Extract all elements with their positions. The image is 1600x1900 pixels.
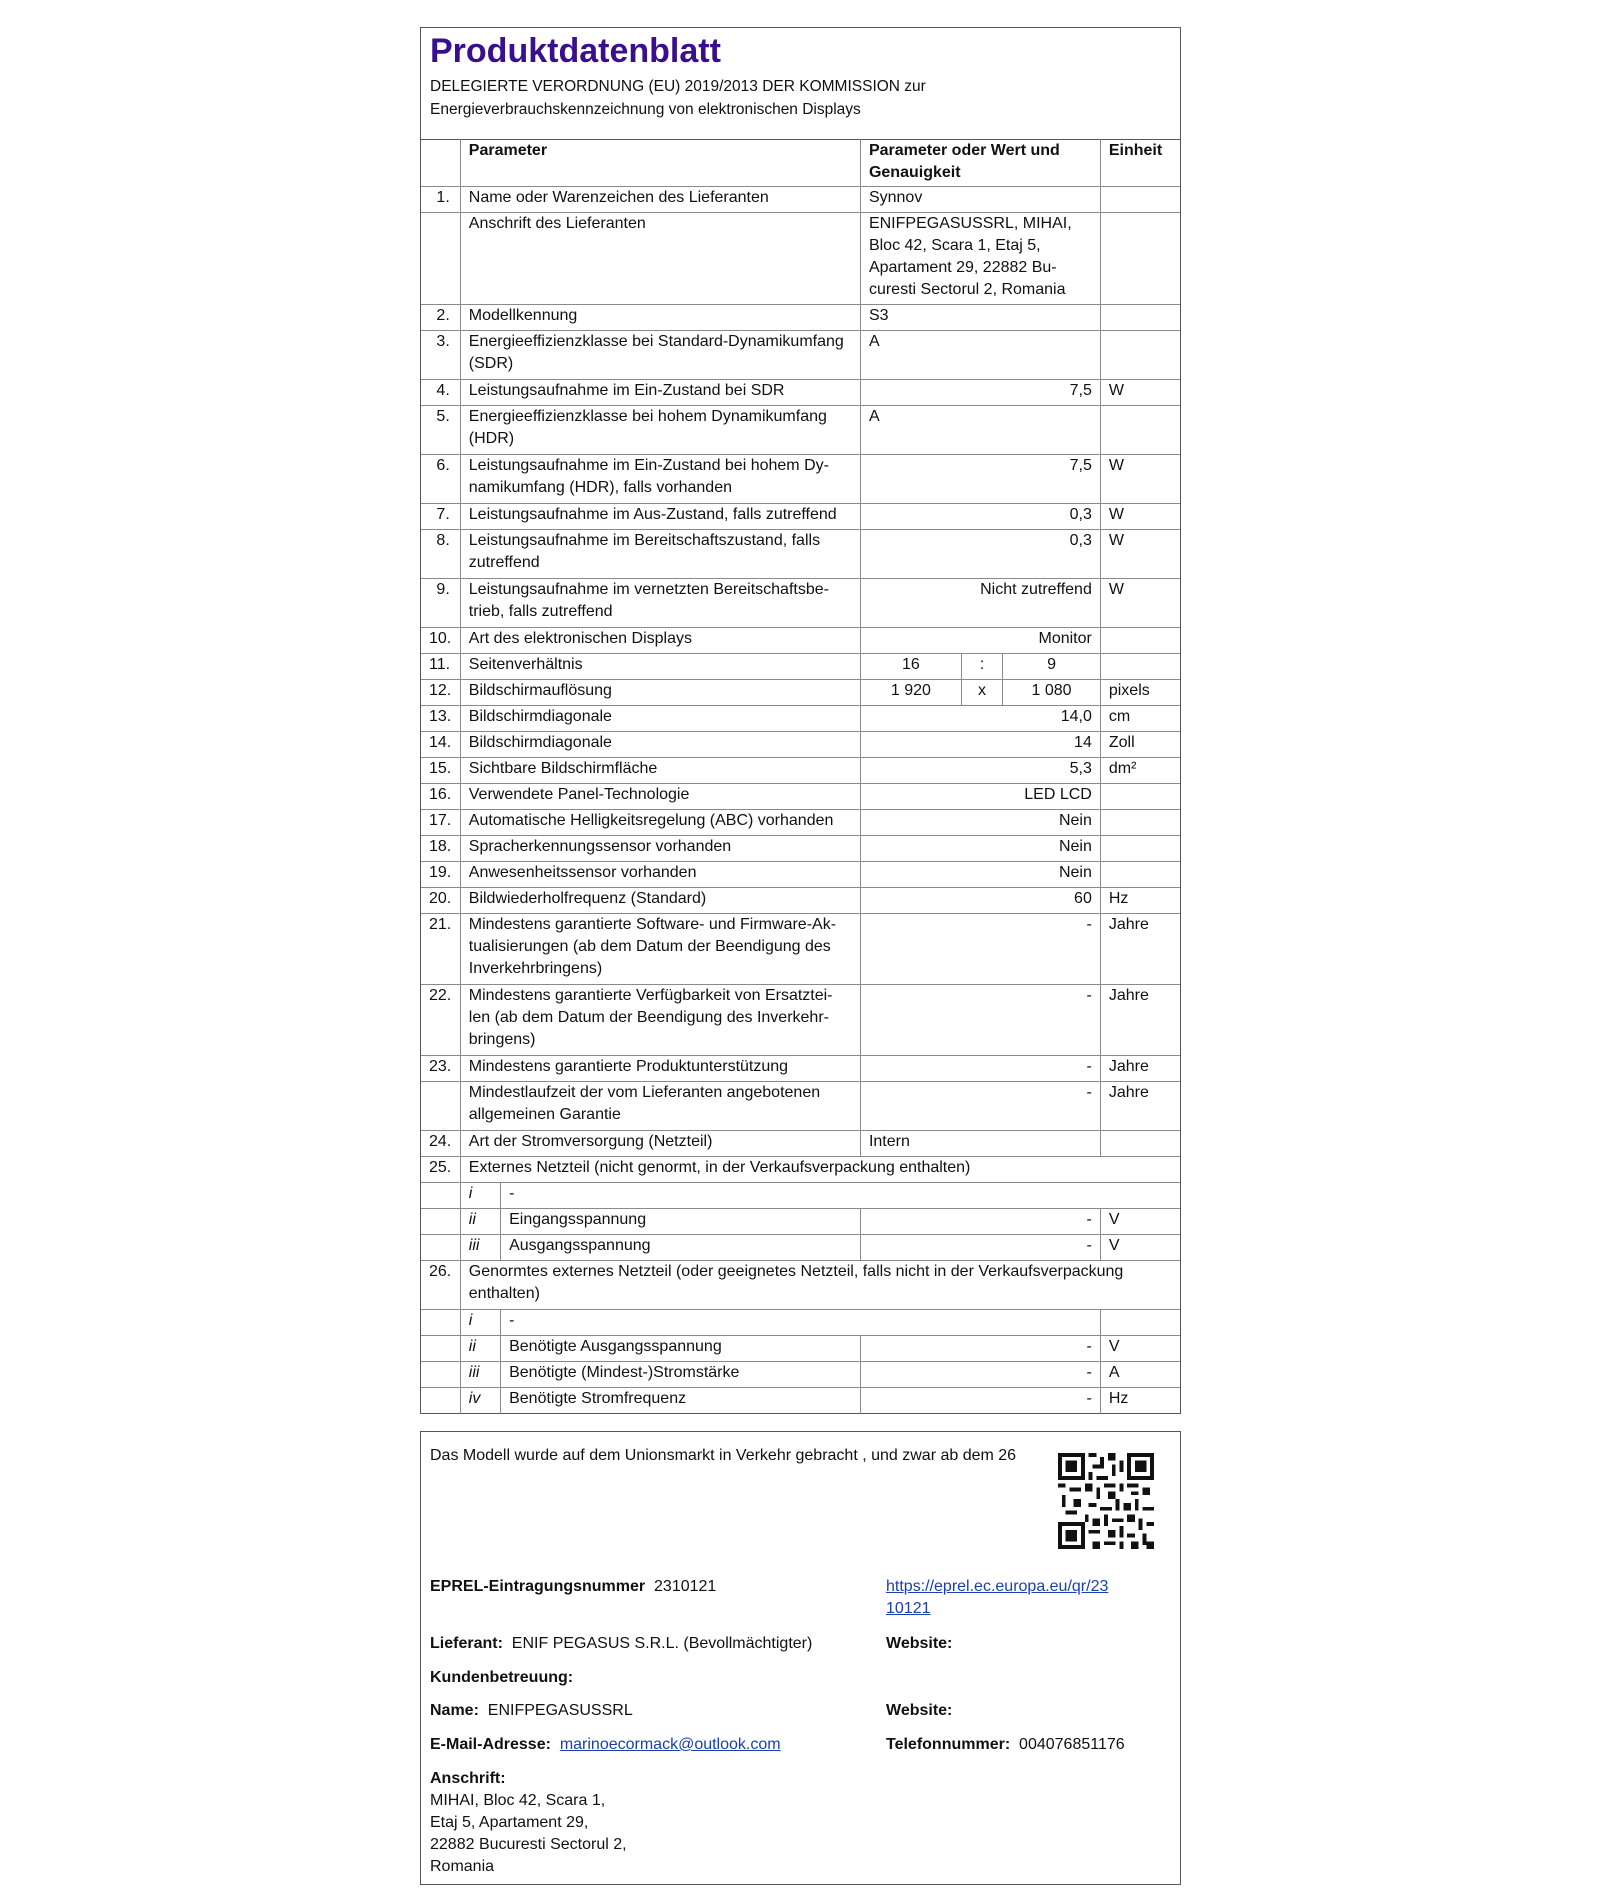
table-row: ii Benötigte Ausgangsspannung - V: [421, 1336, 1180, 1362]
page-title: Produktdatenblatt: [430, 32, 721, 70]
table-row: Mindestlaufzeit der vom Lieferanten angebotenen allgemeinen Garantie - Jahre: [421, 1082, 1180, 1131]
table-row: 26. Genormtes externes Netzteil (oder geeignetes Netzteil, falls nicht in der Verkaufsverpackung enthalten): [421, 1261, 1180, 1310]
address-label: Anschrift:: [430, 1770, 506, 1787]
table-row: 6. Leistungsaufnahme im Ein-Zustand bei hohem Dy-namikumfang (HDR), falls vorhanden 7,5 W: [421, 455, 1180, 504]
market-date-text: Das Modell wurde auf dem Unionsmarkt in Verkehr gebracht , und zwar ab dem 26: [430, 1447, 1017, 1464]
website-label-2: Website:: [886, 1702, 953, 1719]
email-row: [430, 1734, 781, 1756]
eprel-link[interactable]: [886, 1576, 1108, 1620]
supplier-value: ENIF PEGASUS S.R.L. (Bevollmächtigter): [511, 1635, 813, 1652]
table-row: 18. Spracherkennungssensor vorhanden Nein: [421, 836, 1180, 862]
col-header-unit: Einheit: [1100, 140, 1180, 187]
phone-label: Telefonnummer:: [886, 1736, 1011, 1753]
table-row: 24. Art der Stromversorgung (Netzteil) Intern: [421, 1131, 1180, 1157]
email-link[interactable]: marinoecormack@outlook.com: [559, 1736, 781, 1753]
table-row: 16. Verwendete Panel-Technologie LED LCD: [421, 784, 1180, 810]
name-value: ENIFPEGASUSSRL: [487, 1702, 633, 1719]
table-row: iv Benötigte Stromfrequenz - Hz: [421, 1388, 1180, 1414]
sheet-header: [421, 28, 1180, 139]
table-row: i -: [421, 1310, 1180, 1336]
col-header-parameter: Parameter: [460, 140, 860, 187]
table-row: 12. Bildschirmauflösung 1 920 x 1 080 pixels: [421, 680, 1180, 706]
table-row: 2. Modellkennung S3: [421, 305, 1180, 331]
address-line: MIHAI, Bloc 42, Scara 1,: [430, 1792, 606, 1809]
name-label: Name:: [430, 1702, 479, 1719]
table-row: iii Benötigte (Mindest-)Stromstärke - A: [421, 1362, 1180, 1388]
supplier-row: [430, 1633, 812, 1655]
email-label: E-Mail-Adresse:: [430, 1736, 551, 1753]
eprel-link-line[interactable]: https://eprel.ec.europa.eu/qr/23: [886, 1578, 1109, 1595]
subtitle-line: Energieverbrauchskennzeichnung von elektronischen Displays: [430, 101, 861, 118]
table-row: 22. Mindestens garantierte Verfügbarkeit von Ersatztei-len (ab dem Datum der Beendigung des Inverkehr-bringens) - Jahre: [421, 985, 1180, 1056]
table-row: 7. Leistungsaufnahme im Aus-Zustand, falls zutreffend 0,3 W: [421, 504, 1180, 530]
eprel-label: EPREL-Eintragungsnummer: [430, 1578, 646, 1595]
regulation-subtitle: [430, 75, 1171, 121]
table-row: 20. Bildwiederholfrequenz (Standard) 60 Hz: [421, 888, 1180, 914]
table-row: 25. Externes Netzteil (nicht genormt, in der Verkaufsverpackung enthalten): [421, 1157, 1180, 1183]
eprel-number: 2310121: [654, 1578, 717, 1595]
table-row: 15. Sichtbare Bildschirmfläche 5,3 dm²: [421, 758, 1180, 784]
table-header-row: [421, 140, 1180, 187]
table-row: 3. Energieeffizienzklasse bei Standard-Dynamikumfang (SDR) A: [421, 331, 1180, 380]
col-header-value: Parameter oder Wert und Genauigkeit: [860, 140, 1100, 187]
phone-row: [886, 1734, 1125, 1756]
table-row: 21. Mindestens garantierte Software- und Firmware-Ak-tualisierungen (ab dem Datum der Beendigung des Inverkehrbringens) - Jahre: [421, 914, 1180, 985]
customer-service-label: Kundenbetreuung:: [430, 1669, 574, 1686]
address-line: Romania: [430, 1858, 495, 1875]
supplier-label: Lieferant:: [430, 1635, 503, 1652]
name-row: [430, 1700, 633, 1722]
table-row: 17. Automatische Helligkeitsregelung (ABC) vorhanden Nein: [421, 810, 1180, 836]
table-row: 5. Energieeffizienzklasse bei hohem Dynamikumfang (HDR) A: [421, 406, 1180, 455]
table-row: iii Ausgangsspannung - V: [421, 1235, 1180, 1261]
table-row: 19. Anwesenheitssensor vorhanden Nein: [421, 862, 1180, 888]
eprel-link-line[interactable]: 10121: [886, 1600, 931, 1617]
table-row: 1. Name oder Warenzeichen des Lieferanten Synnov: [421, 187, 1180, 213]
table-row: 14. Bildschirmdiagonale 14 Zoll: [421, 732, 1180, 758]
table-row: ii Eingangsspannung - V: [421, 1209, 1180, 1235]
address-line: 22882 Bucuresti Sectorul 2,: [430, 1836, 627, 1853]
table-row: 23. Mindestens garantierte Produktunterstützung - Jahre: [421, 1056, 1180, 1082]
table-row: 4. Leistungsaufnahme im Ein-Zustand bei SDR 7,5 W: [421, 380, 1180, 406]
table-row: i -: [421, 1183, 1180, 1209]
table-row: Anschrift des Lieferanten ENIFPEGASUSSRL, MIHAI, Bloc 42, Scara 1, Etaj 5, Apartament 29, 22882 Bu-curesti Sectorul 2, Romania: [421, 213, 1180, 305]
address-block: [430, 1768, 627, 1878]
table-row: 11. Seitenverhältnis 16 : 9: [421, 654, 1180, 680]
qr-code-icon[interactable]: [1058, 1453, 1154, 1549]
table-row: 8. Leistungsaufnahme im Bereitschaftszustand, falls zutreffend 0,3 W: [421, 530, 1180, 579]
table-row: 13. Bildschirmdiagonale 14,0 cm: [421, 706, 1180, 732]
website-label: Website:: [886, 1635, 953, 1652]
subtitle-line: DELEGIERTE VERORDNUNG (EU) 2019/2013 DER KOMMISSION zur: [430, 78, 926, 95]
supplier-info-box: [420, 1431, 1181, 1885]
table-row: 10. Art des elektronischen Displays Monitor: [421, 628, 1180, 654]
address-line: Etaj 5, Apartament 29,: [430, 1814, 589, 1831]
table-row: 9. Leistungsaufnahme im vernetzten Bereitschaftsbe-trieb, falls zutreffend Nicht zutreffend W: [421, 579, 1180, 628]
eprel-registration: [430, 1576, 716, 1598]
product-data-sheet: [420, 27, 1181, 1414]
phone-value: 004076851176: [1019, 1736, 1125, 1753]
spec-table: [421, 139, 1180, 1414]
